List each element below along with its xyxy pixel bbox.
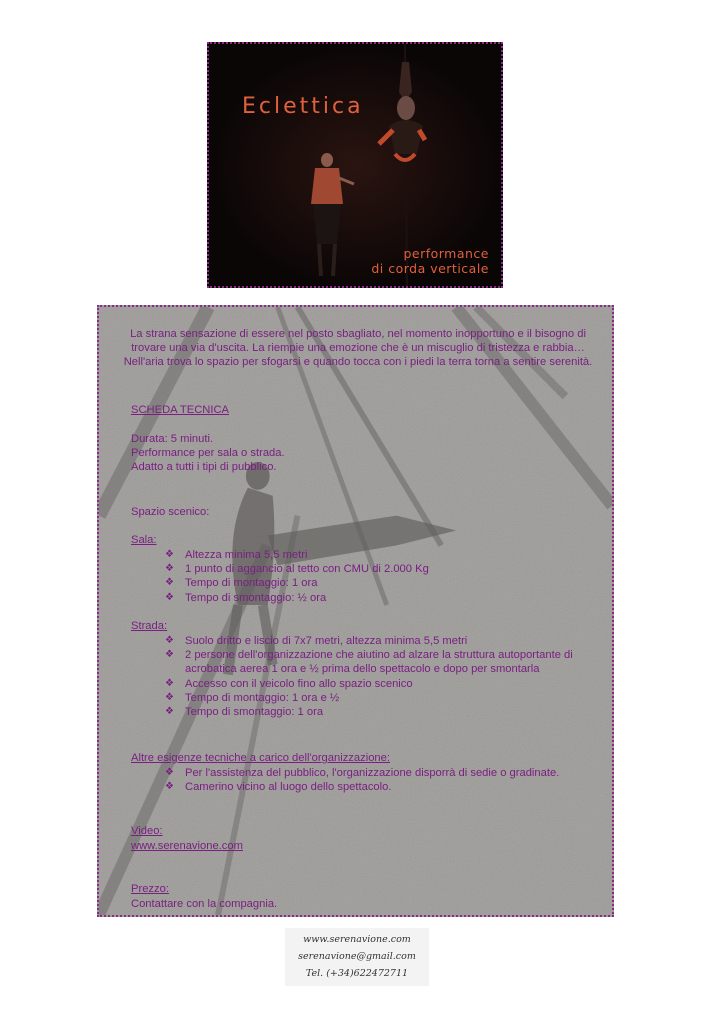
poster-subtitle [371, 246, 489, 276]
strada-heading: Strada: [131, 620, 168, 632]
list-item: ❖ Tempo di smontaggio: 1 ora [165, 706, 324, 719]
list-item: ❖ Suolo dritto e liscio di 7x7 metri, altezza minima 5,5 metri [165, 635, 468, 647]
panel-content [99, 307, 612, 915]
video-heading: Video: [131, 825, 163, 837]
poster-title: Eclettica [242, 94, 364, 119]
diamond-bullet-icon: ❖ [165, 691, 174, 703]
diamond-bullet-icon: ❖ [165, 781, 174, 793]
diamond-bullet-icon: ❖ [165, 591, 174, 603]
poster-subtitle-line2: di corda verticale [371, 261, 489, 276]
prezzo-heading: Prezzo: [131, 883, 169, 895]
diamond-bullet-icon: ❖ [165, 549, 174, 560]
spazio-heading: Spazio scenico: [131, 506, 210, 518]
scheda-lines [131, 432, 285, 475]
altre-list [165, 766, 605, 794]
strada-list [165, 634, 605, 719]
list-item: ❖ Tempo di montaggio: 1 ora [165, 577, 318, 590]
scheda-line: Performance per sala o strada. [131, 447, 285, 460]
scheda-heading: SCHEDA TECNICA [131, 404, 230, 416]
poster-subtitle-line1: performance [403, 246, 489, 261]
contact-footer [285, 928, 429, 986]
footer-website[interactable]: www.serenavione.com [303, 934, 411, 945]
diamond-bullet-icon: ❖ [165, 677, 174, 689]
technical-sheet-panel [97, 305, 614, 917]
altre-heading: Altre esigenze tecniche a carico dell'organizzazione: [131, 752, 390, 764]
diamond-bullet-icon: ❖ [165, 767, 174, 778]
list-item: ❖ 1 punto di aggancio al tetto con CMU di 2.000 Kg [165, 563, 429, 576]
scheda-line: Adatto a tutti i tipi di pubblico. [131, 461, 277, 474]
diamond-bullet-icon: ❖ [165, 635, 174, 646]
list-item: ❖ Tempo di smontaggio: ½ ora [165, 591, 327, 604]
list-item: ❖ Altezza minima 5,5 metri [165, 549, 308, 561]
video-link[interactable]: www.serenavione.com [131, 840, 243, 852]
intro-paragraph: La strana sensazione di essere nel posto sbagliato, nel momento inopportuno e il bisogno di trovare una via d'uscita. La riempie una emozione che è un miscuglio di tristezza e rabbia… Nell'aria trova lo spazio per sfogarsi e quando tocca con i piedi la terra torna a sentire serenità. [123, 328, 593, 369]
footer-email[interactable]: serenavione@gmail.com [298, 951, 416, 962]
list-item: ❖ Per l'assistenza del pubblico, l'organizzazione disporrà di sedie o gradinate. [165, 767, 560, 779]
list-item: ❖ Accesso con il veicolo fino allo spazio scenico [165, 677, 413, 690]
sala-list [165, 548, 605, 605]
diamond-bullet-icon: ❖ [165, 649, 174, 661]
poster-image [207, 42, 503, 288]
list-item: ❖ 2 persone dell'organizzazione che aiutino ad alzare la struttura autoportante di acrobatica aerea 1 ora e ½ prima dello spettacolo e dopo per smontarla [165, 649, 573, 676]
footer-phone: Tel. (+34)622472711 [305, 968, 409, 979]
list-item: ❖ Camerino vicino al luogo dello spettacolo. [165, 781, 392, 794]
diamond-bullet-icon: ❖ [165, 563, 174, 575]
diamond-bullet-icon: ❖ [165, 577, 174, 589]
sala-heading: Sala: [131, 534, 157, 546]
diamond-bullet-icon: ❖ [165, 706, 174, 718]
list-item: ❖ Tempo di montaggio: 1 ora e ½ [165, 691, 340, 704]
prezzo-text: Contattare con la compagnia. [131, 898, 278, 910]
scheda-line: Durata: 5 minuti. [131, 433, 214, 445]
